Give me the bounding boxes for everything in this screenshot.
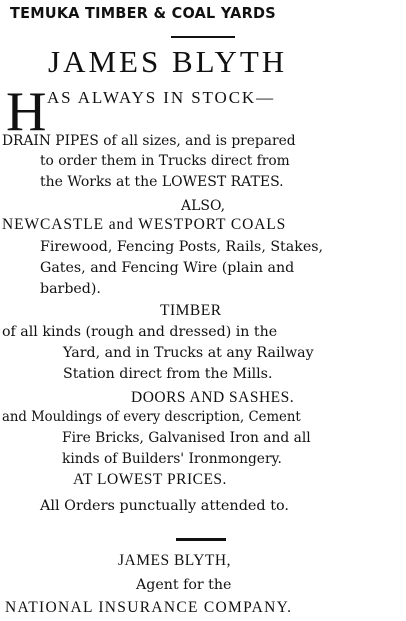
header-title: TEMUKA TIMBER & COAL YARDS [10,4,276,22]
firewood-line-1: Firewood, Fencing Posts, Rails, Stakes, [40,239,324,255]
orders-line: All Orders punctually attended to. [40,498,289,514]
firewood-line-3: barbed). [40,281,101,297]
mouldings-line-1: and Mouldings of every description, Cement [2,409,301,425]
drain-pipes-line-2: to order them in Trucks direct from [40,153,290,169]
intro-line: AS ALWAYS IN STOCK— [47,88,276,107]
timber-line-2: Yard, and in Trucks at any Railway [63,345,314,361]
footer-agent: Agent for the [136,577,232,593]
drop-cap: H [6,81,47,143]
doors-sashes-heading: DOORS AND SASHES. [131,389,295,406]
drain-pipes-line-3: the Works at the LOWEST RATES. [40,174,284,190]
mouldings-line-2: Fire Bricks, Galvanised Iron and all [62,430,311,446]
coals-line: NEWCASTLE and WESTPORT COALS [2,216,287,233]
firewood-line-2: Gates, and Fencing Wire (plain and [40,260,295,276]
timber-line-1: of all kinds (rough and dressed) in the [2,324,278,340]
footer-name: JAMES BLYTH, [118,552,231,569]
lowest-prices-line: AT LOWEST PRICES. [73,471,227,488]
footer-divider [176,538,226,541]
timber-heading: TIMBER [160,302,222,319]
header-divider [171,36,235,38]
mouldings-line-3: kinds of Builders' Ironmongery. [62,451,282,467]
also-heading: ALSO, [181,198,226,214]
timber-line-3: Station direct from the Mills. [63,366,273,382]
advertiser-name: JAMES BLYTH [48,44,288,79]
drain-pipes-line-1: DRAIN PIPES of all sizes, and is prepared [2,133,296,149]
footer-company: NATIONAL INSURANCE COMPANY. [5,599,293,616]
